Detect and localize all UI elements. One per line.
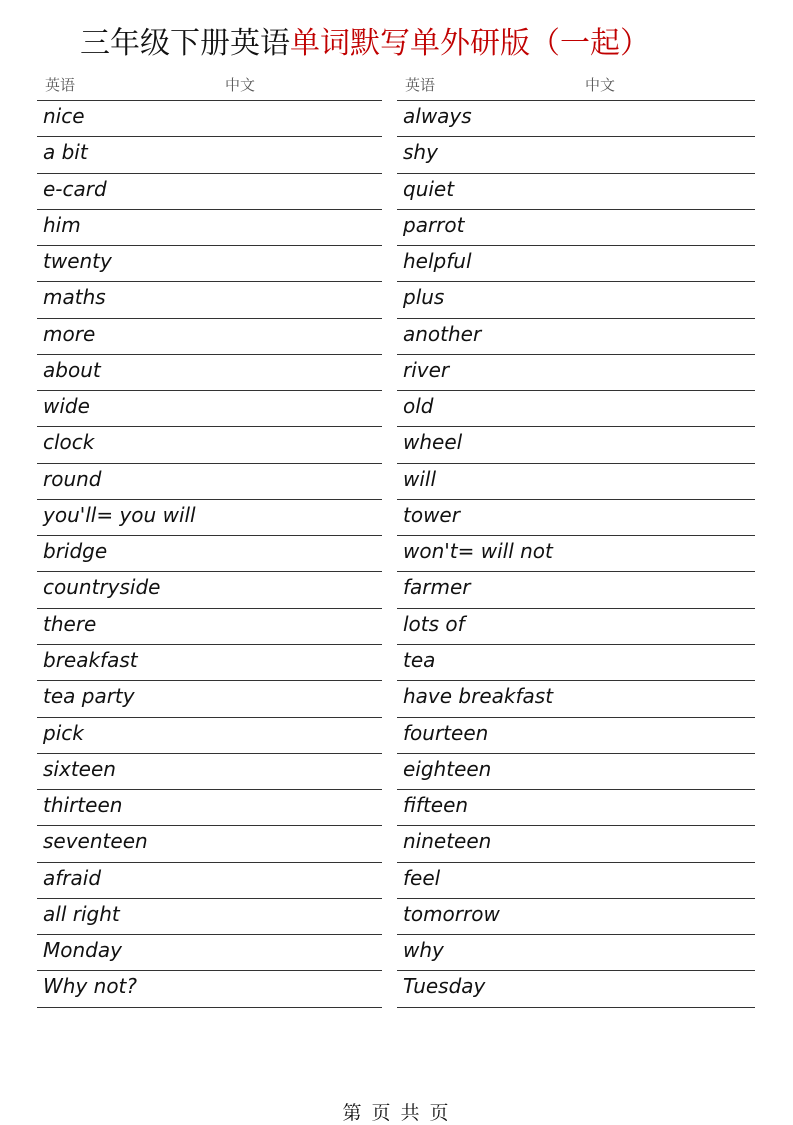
- english-word: you'll= you will: [43, 502, 196, 527]
- english-word: won't= will not: [403, 539, 553, 564]
- word-row: [397, 754, 755, 790]
- word-row: [37, 137, 382, 173]
- english-word: Why not?: [43, 974, 138, 999]
- english-word: eighteen: [403, 756, 492, 781]
- english-word: tower: [403, 502, 460, 527]
- word-row: [397, 355, 755, 391]
- word-row: [37, 790, 382, 826]
- english-word: Tuesday: [403, 974, 486, 999]
- english-word: old: [403, 394, 434, 419]
- english-word: pick: [43, 720, 84, 745]
- english-word: lots of: [403, 611, 465, 636]
- right-column-header: [397, 68, 755, 101]
- word-row: [37, 355, 382, 391]
- english-word: fifteen: [403, 793, 469, 818]
- word-row: [397, 536, 755, 572]
- word-row: [37, 210, 382, 246]
- word-row: [397, 174, 755, 210]
- word-row: [397, 427, 755, 463]
- word-row: [37, 536, 382, 572]
- word-row: [37, 500, 382, 536]
- right-word-list: [397, 101, 755, 1008]
- word-row: [397, 935, 755, 971]
- word-row: [37, 319, 382, 355]
- english-word: countryside: [43, 575, 161, 600]
- title-subject: 单词默写单外研版（一起）: [290, 26, 650, 61]
- header-english-label: 英语: [45, 76, 76, 94]
- word-row: [37, 899, 382, 935]
- word-row: [37, 681, 382, 717]
- english-word: twenty: [43, 249, 112, 274]
- header-chinese-label: 中文: [585, 76, 616, 94]
- header-chinese-label: 中文: [225, 76, 256, 94]
- english-word: have breakfast: [403, 684, 554, 709]
- english-word: will: [403, 466, 437, 491]
- english-word: Monday: [43, 938, 122, 963]
- page-footer: 第 页 共 页: [342, 1102, 451, 1124]
- english-word: thirteen: [43, 793, 123, 818]
- english-word: afraid: [43, 865, 102, 890]
- word-row: [397, 826, 755, 862]
- word-row: [37, 464, 382, 500]
- word-row: [37, 971, 382, 1007]
- english-word: shy: [403, 140, 438, 165]
- word-row: [397, 137, 755, 173]
- word-row: [37, 863, 382, 899]
- english-word: why: [403, 938, 444, 963]
- word-row: [37, 572, 382, 608]
- left-word-list: [37, 101, 382, 1008]
- english-word: tea: [403, 647, 436, 672]
- left-word-column: [37, 68, 382, 1008]
- word-row: [37, 427, 382, 463]
- english-word: nineteen: [403, 829, 492, 854]
- word-row: [397, 863, 755, 899]
- word-row: [37, 391, 382, 427]
- english-word: sixteen: [43, 756, 116, 781]
- english-word: breakfast: [43, 647, 138, 672]
- english-word: helpful: [403, 249, 472, 274]
- word-row: [397, 790, 755, 826]
- english-word: there: [43, 611, 97, 636]
- word-row: [397, 101, 755, 137]
- word-row: [37, 101, 382, 137]
- word-row: [37, 754, 382, 790]
- english-word: about: [43, 357, 101, 382]
- word-row: [37, 645, 382, 681]
- word-row: [397, 645, 755, 681]
- english-word: nice: [43, 104, 85, 128]
- english-word: farmer: [403, 575, 471, 600]
- word-row: [397, 319, 755, 355]
- english-word: wheel: [403, 430, 463, 455]
- word-row: [37, 935, 382, 971]
- word-row: [397, 899, 755, 935]
- word-row: [37, 718, 382, 754]
- word-row: [397, 210, 755, 246]
- word-row: [397, 609, 755, 645]
- english-word: clock: [43, 430, 95, 455]
- english-word: plus: [403, 285, 445, 310]
- english-word: him: [43, 212, 81, 237]
- english-word: seventeen: [43, 829, 148, 854]
- word-row: [397, 500, 755, 536]
- english-word: all right: [43, 901, 120, 926]
- english-word: maths: [43, 285, 106, 310]
- word-row: [37, 174, 382, 210]
- word-row: [37, 826, 382, 862]
- word-row: [397, 246, 755, 282]
- english-word: round: [43, 466, 102, 491]
- word-row: [397, 282, 755, 318]
- word-row: [397, 391, 755, 427]
- english-word: always: [403, 104, 472, 128]
- english-word: parrot: [403, 212, 465, 237]
- english-word: e-card: [43, 176, 107, 201]
- english-word: more: [43, 321, 96, 346]
- right-word-column: [397, 68, 755, 1008]
- word-row: [397, 681, 755, 717]
- english-word: bridge: [43, 539, 108, 564]
- word-row: [397, 971, 755, 1007]
- english-word: tomorrow: [403, 901, 500, 926]
- english-word: wide: [43, 394, 90, 419]
- header-english-label: 英语: [405, 76, 436, 94]
- word-row: [37, 282, 382, 318]
- english-word: a bit: [43, 140, 88, 165]
- word-row: [37, 246, 382, 282]
- word-row: [37, 609, 382, 645]
- page-title: [80, 22, 650, 66]
- word-row: [397, 718, 755, 754]
- english-word: river: [403, 357, 450, 382]
- english-word: quiet: [403, 176, 455, 201]
- word-row: [397, 464, 755, 500]
- title-grade: 三年级下册英语: [80, 26, 290, 61]
- left-column-header: [37, 68, 382, 101]
- english-word: another: [403, 321, 482, 346]
- word-row: [397, 572, 755, 608]
- english-word: tea party: [43, 684, 135, 709]
- english-word: fourteen: [403, 720, 489, 745]
- english-word: feel: [403, 865, 441, 890]
